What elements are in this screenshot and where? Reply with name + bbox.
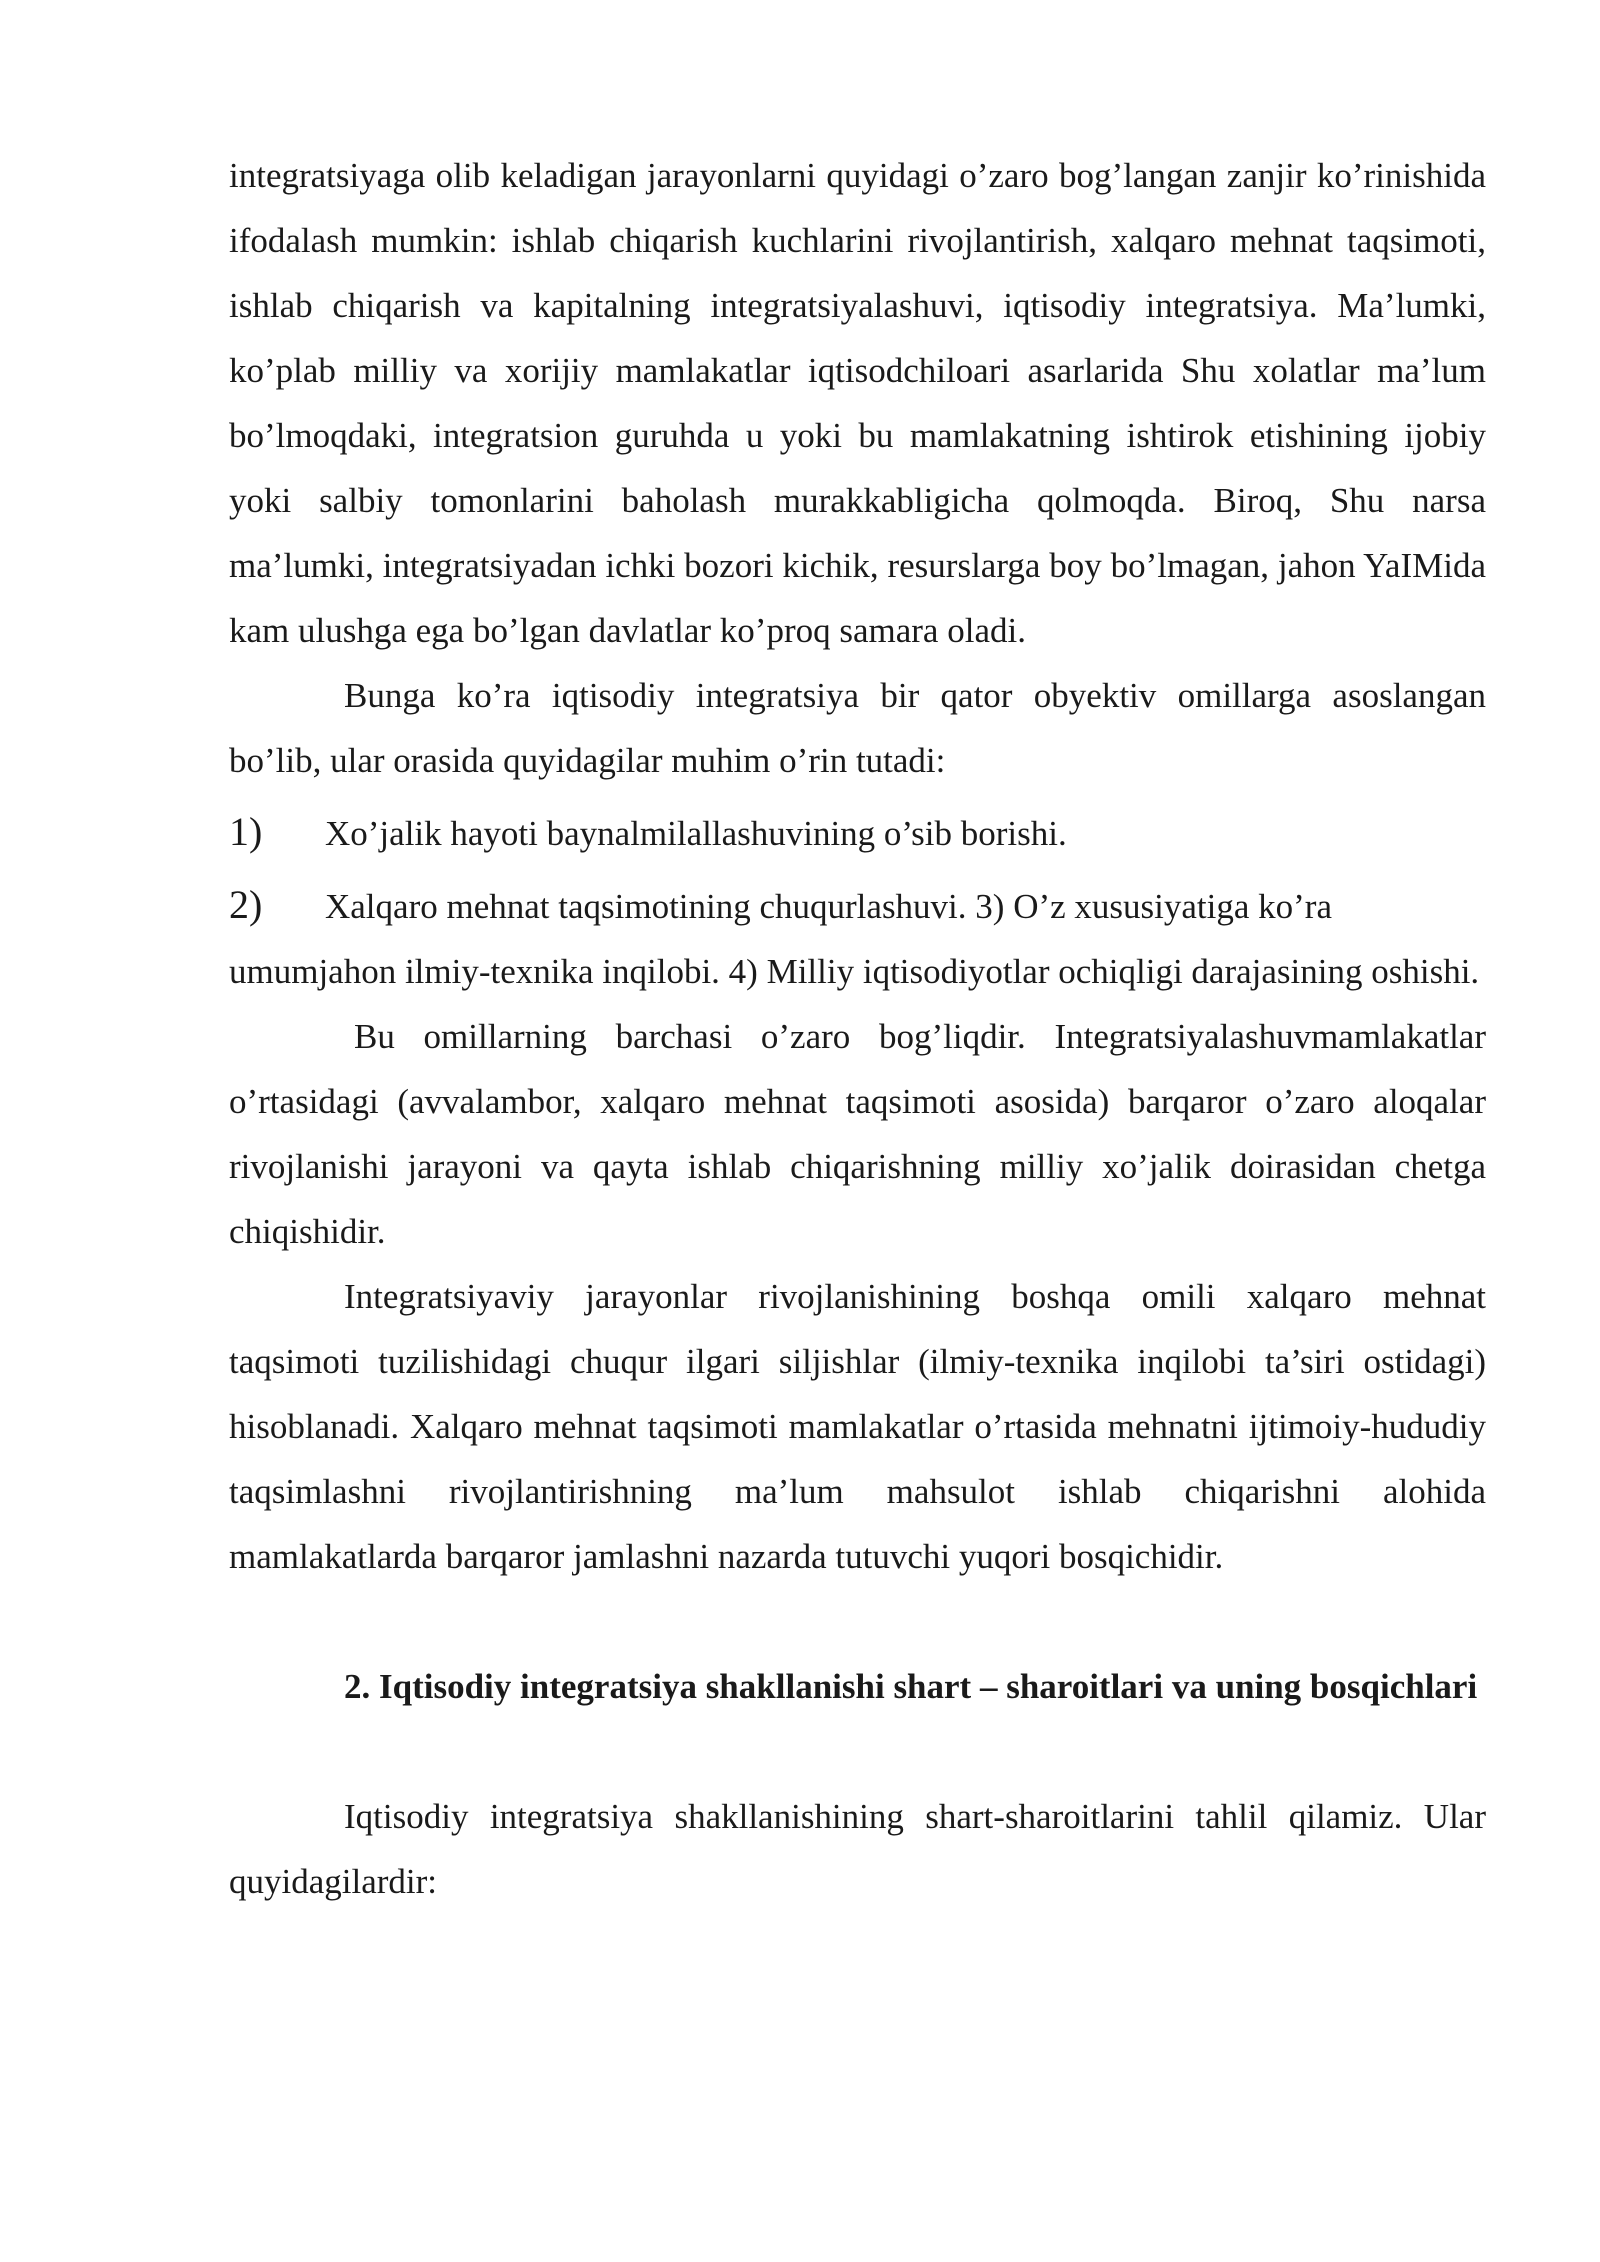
paragraph-labor-division: Integratsiyaviy jarayonlar rivojlanishining boshqa omili xalqaro mehnat taqsimoti tuzilishidagi chuqur ilgari siljishlar (ilmiy-texnika inqilobi ta’siri ostidagi) hisoblanadi. Xalqaro mehnat taqsimoti mamlakatlar o’rtasida mehnatni ijtimoiy-hududiy taqsimlashni rivojlantirishning ma’lum mahsulot ishlab chiqarishni alohida mamlakatlarda barqaror jamlashni nazarda tutuvchi yuqori bosqichidir. xyxy=(229,1277,1486,1576)
list-item-1 xyxy=(229,799,1486,866)
paragraph-intro: integratsiyaga olib keladigan jarayonlarni quyidagi o’zaro bog’langan zanjir ko’rinishida ifodalash mumkin: ishlab chiqarish kuchlarini rivojlantirish, xalqaro mehnat taqsimoti, ishlab chiqarish va kapitalning integratsiyalashuvi, iqtisodiy integratsiya. Ma’lumki, ko’plab milliy va xorijiy mamlakatlar iqtisodchiloari asarlarida Shu xolatlar ma’lum bo’lmoqdaki, integratsion guruhda u yoki bu mamlakatning ishtirok etishining ijobiy yoki salbiy tomonlarini baholash murakkabligicha qolmoqda. Biroq, Shu narsa ma’lumki, integratsiyadan ichki bozori kichik, resurslarga boy bo’lmagan, jahon YaIMida kam ulushga ega bo’lgan davlatlar ko’proq samara oladi. xyxy=(229,156,1486,650)
paragraph-factors: Bunga ko’ra iqtisodiy integratsiya bir qator obyektiv omillarga asoslangan bo’lib, ular orasida quyidagilar muhim o’rin tutadi: xyxy=(229,676,1486,780)
list-number: 1) xyxy=(229,809,263,854)
paragraph-conditions: Iqtisodiy integratsiya shakllanishining shart-sharoitlarini tahlil qilamiz. Ular quyidagilardir: xyxy=(229,1797,1486,1901)
paragraph-interrelated: Bu omillarning barchasi o’zaro bog’liqdir. Integratsiyalashuvmamlakatlar o’rtasidagi (avvalambor, xalqaro mehnat taqsimoti asosida) barqaror o’zaro aloqalar rivojlanishi jarayoni va qayta ishlab chiqarishning milliy xo’jalik doirasidan chetga chiqishidir. xyxy=(229,1017,1486,1251)
list-number: 2) xyxy=(229,882,263,927)
document-body xyxy=(229,143,1486,1914)
list-item-text: Xalqaro mehnat taqsimotining chuqurlashuvi. 3) O’z xususiyatiga ko’ra xyxy=(325,887,1332,926)
spacer xyxy=(229,1719,1486,1784)
list-item-text: Xo’jalik hayoti baynalmilallashuvining o’sib borishi. xyxy=(325,814,1067,853)
list-item-continuation: umumjahon ilmiy-texnika inqilobi. 4) Milliy iqtisodiyotlar ochiqligi darajasining oshishi. xyxy=(229,952,1480,991)
section-heading: 2. Iqtisodiy integratsiya shakllanishi shart – sharoitlari va uning bosqichlari xyxy=(344,1667,1478,1706)
list-item-2 xyxy=(229,872,1486,939)
